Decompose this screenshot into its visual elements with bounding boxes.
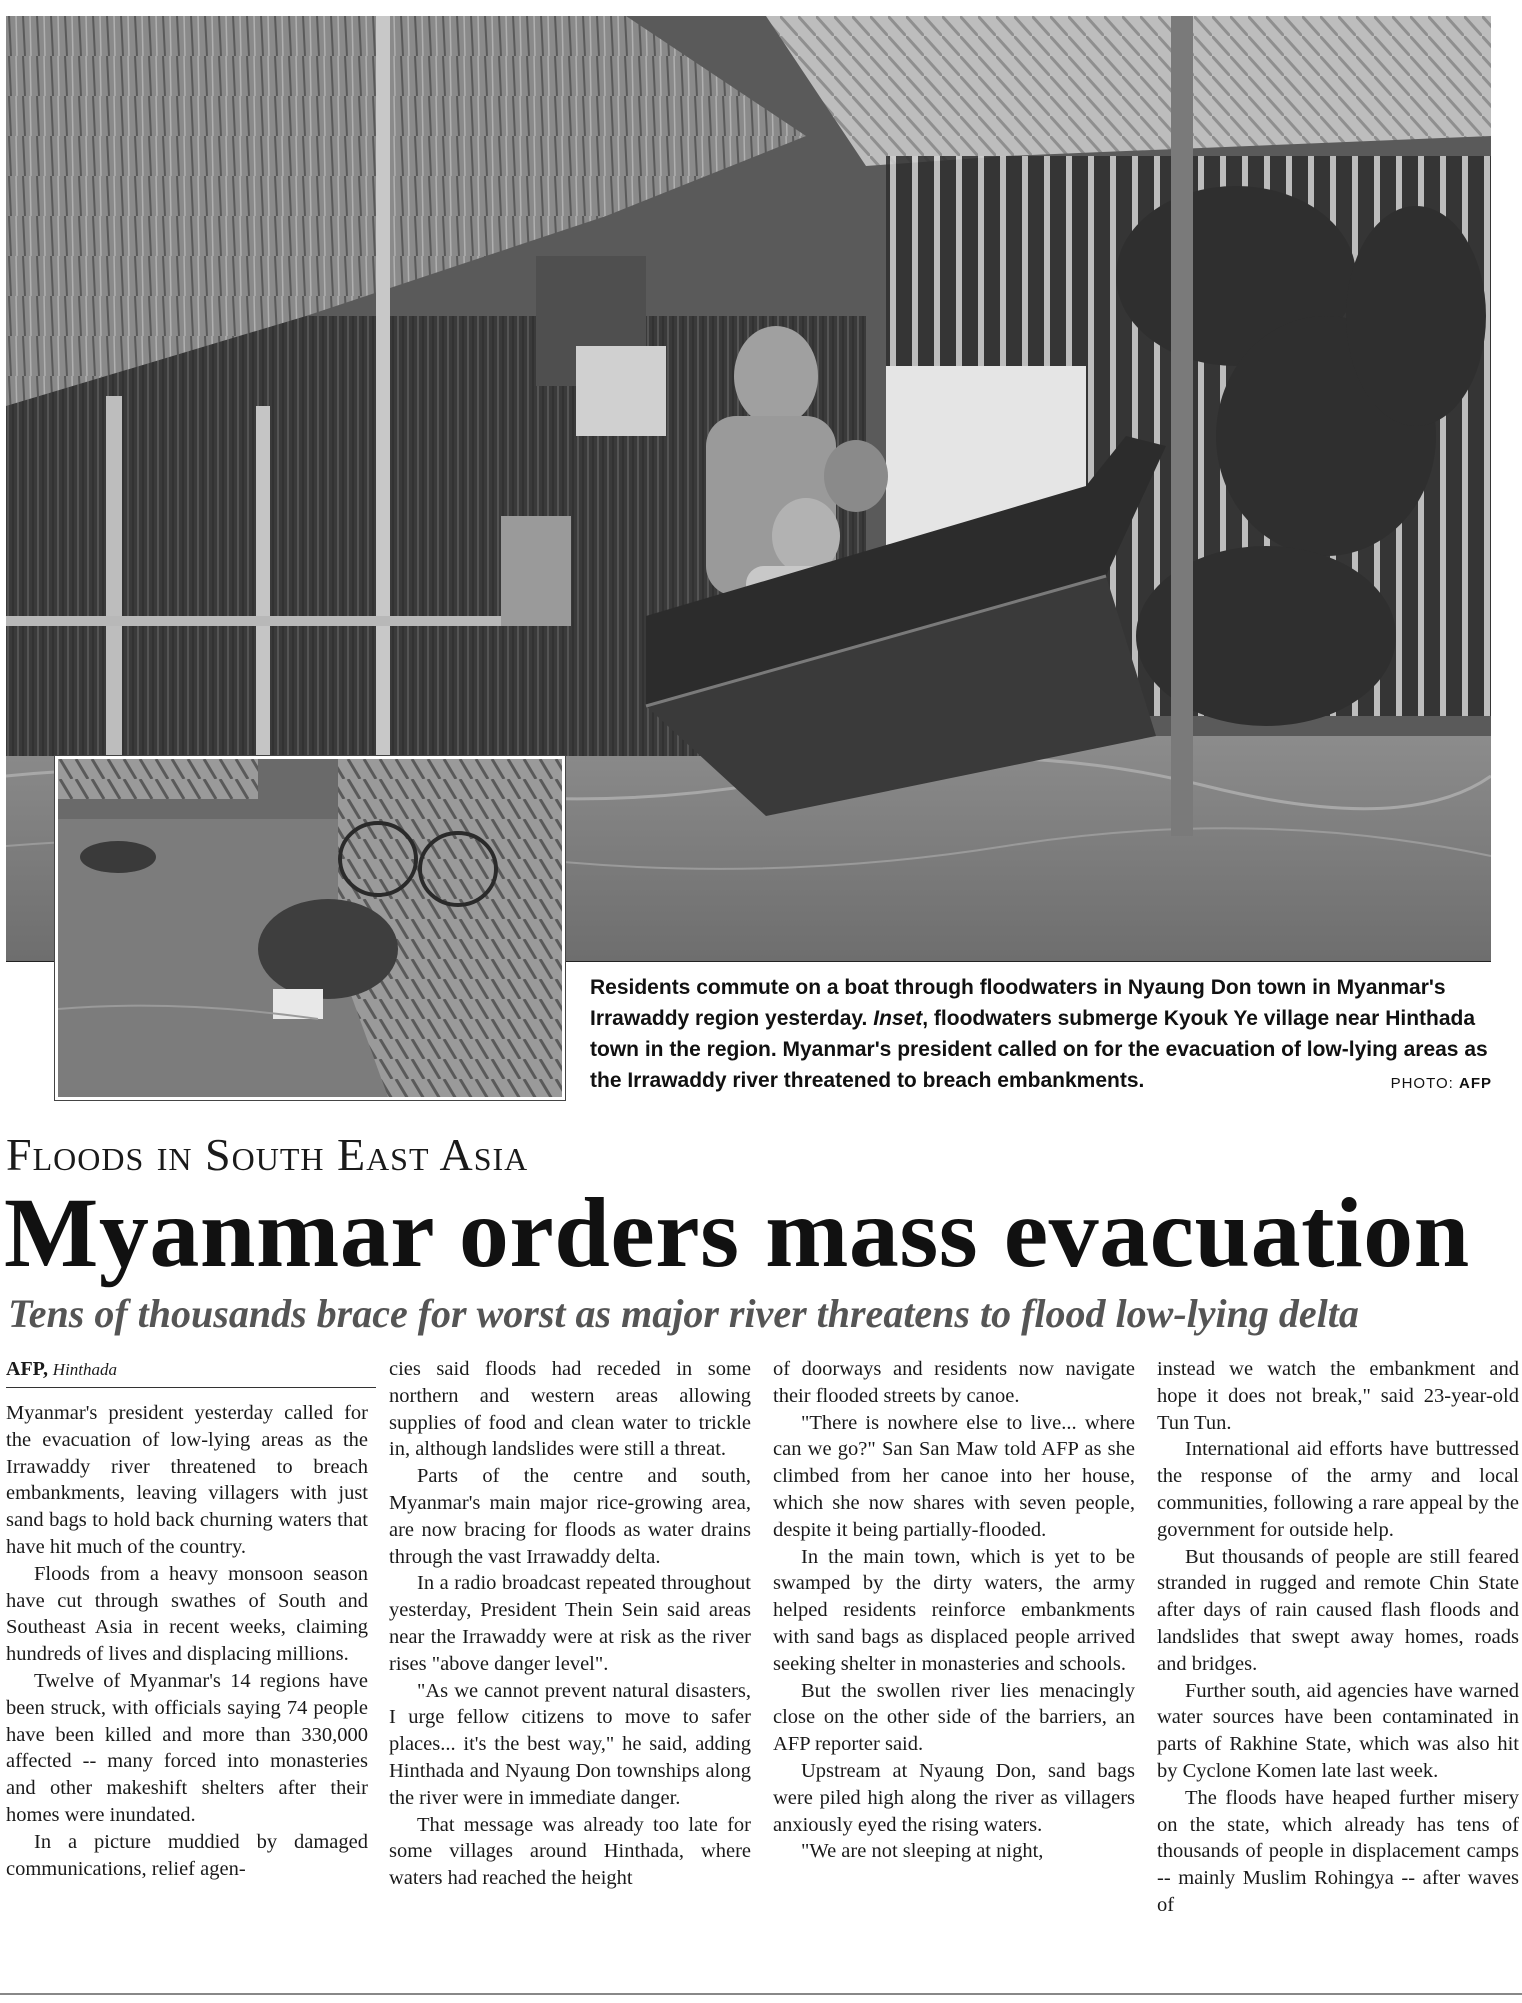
bottom-rule [0, 1993, 1522, 1995]
paragraph: "We are not sleeping at night, [801, 1840, 1044, 1863]
paragraph: The floods have heaped further misery on the state, which already has tens of thousands of people in displacement camps -- mainly Muslim Rohingya -- after waves of [1157, 1786, 1519, 1916]
paragraph: But the swollen river lies menacingly close on the other side of the barriers, an AFP reporter said. [773, 1679, 1135, 1756]
paragraph: In a radio broadcast repeated throughout yesterday, President Thein Sein said areas near the Irrawaddy were at risk as the river rises "above danger level". [389, 1572, 751, 1675]
paragraph: Myanmar's president yesterday called for the evacuation of low-lying areas as the Irrawaddy river threatened to breach embankments, leaving villagers with just sand bags to hold back churning waters that have hit much of the country. [6, 1402, 368, 1558]
photo-credit [1391, 1075, 1492, 1092]
paragraph: Upstream at Nyaung Don, sand bags were piled high along the river as villagers anxiously eyed the rising waters. [773, 1759, 1135, 1836]
paragraph: That message was already too late for some villages around Hinthada, where waters had reached the height [389, 1813, 751, 1890]
deck-subheadline: Tens of thousands brace for worst as major river threatens to flood low-lying delta [8, 1291, 1359, 1336]
paragraph: Twelve of Myanmar's 14 regions have been struck, with officials saying 74 people have been killed and more than 330,000 affected -- many forced into monasteries and other makeshift shelters after their homes were inundated. [6, 1669, 368, 1826]
caption-rest: , floodwaters submerge Kyouk Ye village near Hinthada town in the region. Myanmar's president called on for the evacuation of low-lying areas as the Irrawaddy river threatened to breach embankments. [590, 1007, 1488, 1092]
paragraph: In a picture muddied by damaged communications, relief agen- [6, 1830, 368, 1880]
inset-photo [55, 756, 565, 1100]
headline: Myanmar orders mass evacuation [4, 1177, 1470, 1288]
article-column-3 [773, 1356, 1135, 1865]
submerged-village-photo-icon [58, 759, 562, 1097]
paragraph: "As we cannot prevent natural disasters, I urge fellow citizens to move to safer places... it's the best way," he said, adding Hinthada and Nyaung Don townships along the river were in immediate danger. [389, 1679, 751, 1809]
paragraph: instead we watch the embankment and hope it does not break," said 23-year-old Tun Tun. [1157, 1358, 1519, 1434]
paragraph: International aid efforts have buttressed the response of the army and local communities, following a rare appeal by the government for outside help. [1157, 1438, 1519, 1541]
photo-caption [590, 972, 1490, 1096]
byline [6, 1358, 376, 1388]
byline-place: Hinthada [52, 1360, 118, 1379]
caption-main: Residents commute on a boat through floodwaters in Nyaung Don town in Myanmar's Irrawaddy region yesterday. [590, 976, 1446, 1030]
paragraph: Parts of the centre and south, Myanmar's main major rice-growing area, are now bracing for floods as water drains through the vast Irrawaddy delta. [389, 1465, 751, 1568]
paragraph: Further south, aid agencies have warned water sources have been contaminated in parts of Rakhine State, which was also hit by Cyclone Komen late last week. [1157, 1679, 1519, 1782]
paragraph: But thousands of people are still feared stranded in rugged and remote Chin State after days of rain caused flash floods and landslides that swept away homes, roads and bridges. [1157, 1545, 1519, 1675]
credit-label: PHOTO: [1390, 1075, 1454, 1092]
caption-inset-word: Inset [873, 1007, 923, 1030]
credit-source: AFP [1459, 1075, 1492, 1092]
article-column-1 [6, 1400, 368, 1882]
article-column-4 [1157, 1356, 1519, 1919]
article-column-2 [389, 1356, 751, 1892]
paragraph: In the main town, which is yet to be swamped by the dirty waters, the army helped residents reinforce embankments with sand bags as displaced people arrived seeking shelter in monasteries and schools. [773, 1545, 1135, 1675]
paragraph: cies said floods had receded in some northern and western areas allowing supplies of food and clean water to trickle in, although landslides were still a threat. [389, 1358, 751, 1461]
paragraph: Floods from a heavy monsoon season have cut through swathes of South and Southeast Asia in recent weeks, claiming hundreds of lives and displacing millions. [6, 1562, 368, 1666]
byline-agency: AFP, [6, 1358, 49, 1380]
section-kicker: Floods in South East Asia [6, 1129, 529, 1180]
paragraph: "There is nowhere else to live... where can we go?" San San Maw told AFP as she climbed from her canoe into her house, which she now shares with seven people, despite it being partially-flooded. [773, 1411, 1135, 1541]
paragraph: of doorways and residents now navigate their flooded streets by canoe. [773, 1358, 1135, 1407]
